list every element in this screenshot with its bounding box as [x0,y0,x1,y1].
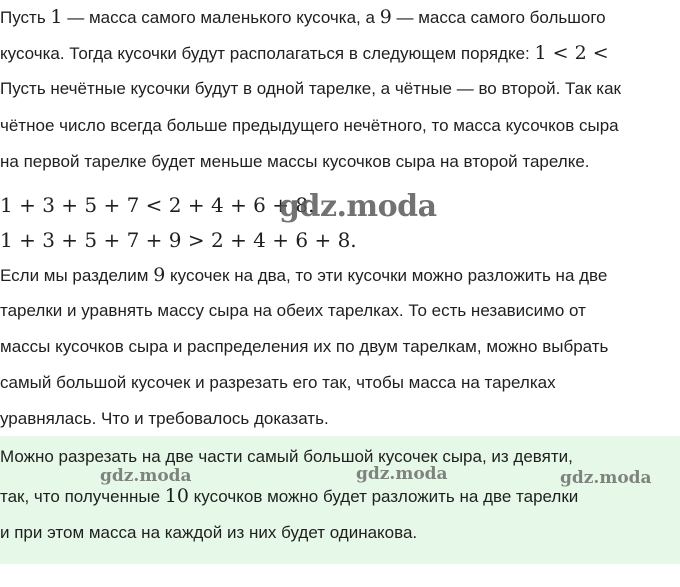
paragraph-3-line-2: тарелки и уравнять массу сыра на обеих тарелках. То есть независимо от [0,301,586,320]
paragraph-1-line-2 [0,42,609,65]
math-inequality: 1 < 2 < [534,42,609,64]
answer-line-1: Можно разрезать на две части самый большой кусочек сыра, из девяти, [0,447,573,466]
paragraph-3-line-3: массы кусочков сыра и распределения их по двум тарелкам, можно выбрать [0,337,609,356]
math-number: 10 [164,485,189,507]
math-number: 9 [379,6,392,28]
watermark-logo: gdz.moda [100,466,192,486]
formula-inequality-2: 1 + 3 + 5 + 7 + 9 > 2 + 4 + 6 + 8. [0,228,357,252]
watermark-logo: gdz.moda [356,464,448,484]
math-number: 1 [50,6,63,28]
answer-line-3: и при этом масса на каждой из них будет одинакова. [0,523,418,542]
paragraph-2-line-3: на первой тарелке будет меньше массы кусочков сыра на второй тарелке. [0,152,590,171]
math-number: 9 [153,264,166,286]
text: кусочка. Тогда кусочки будут располагаться в следующем порядке: [0,44,535,63]
paragraph-3-line-4: самый большой кусочек и разрезать его так, чтобы масса на тарелках [0,373,556,392]
text: Пусть [0,8,51,27]
text: кусочков можно будет разложить на две тарелки [188,487,579,506]
text: Если мы разделим [0,266,154,285]
watermark-logo: gdz.moda [560,468,652,488]
text: так, что полученные [0,487,165,506]
formula-inequality-1: 1 + 3 + 5 + 7 < 2 + 4 + 6 + 8. [0,193,315,217]
text: — масса самого маленького кусочка, а [62,8,380,27]
paragraph-2-line-1: Пусть нечётные кусочки будут в одной тарелке, а чётные — во второй. Так как [0,79,621,98]
paragraph-3-line-1 [0,264,607,287]
paragraph-1-line-1 [0,6,606,29]
text: кусочек на два, то эти кусочки можно разложить на две [165,266,608,285]
text: — масса самого большого [391,8,606,27]
paragraph-3-line-5: уравнялась. Что и требовалось доказать. [0,409,329,428]
paragraph-2-line-2: чётное число всегда больше предыдущего нечётного, то масса кусочков сыра [0,116,619,135]
answer-line-2 [0,485,578,508]
watermark-logo: gdz.moda [279,189,437,224]
